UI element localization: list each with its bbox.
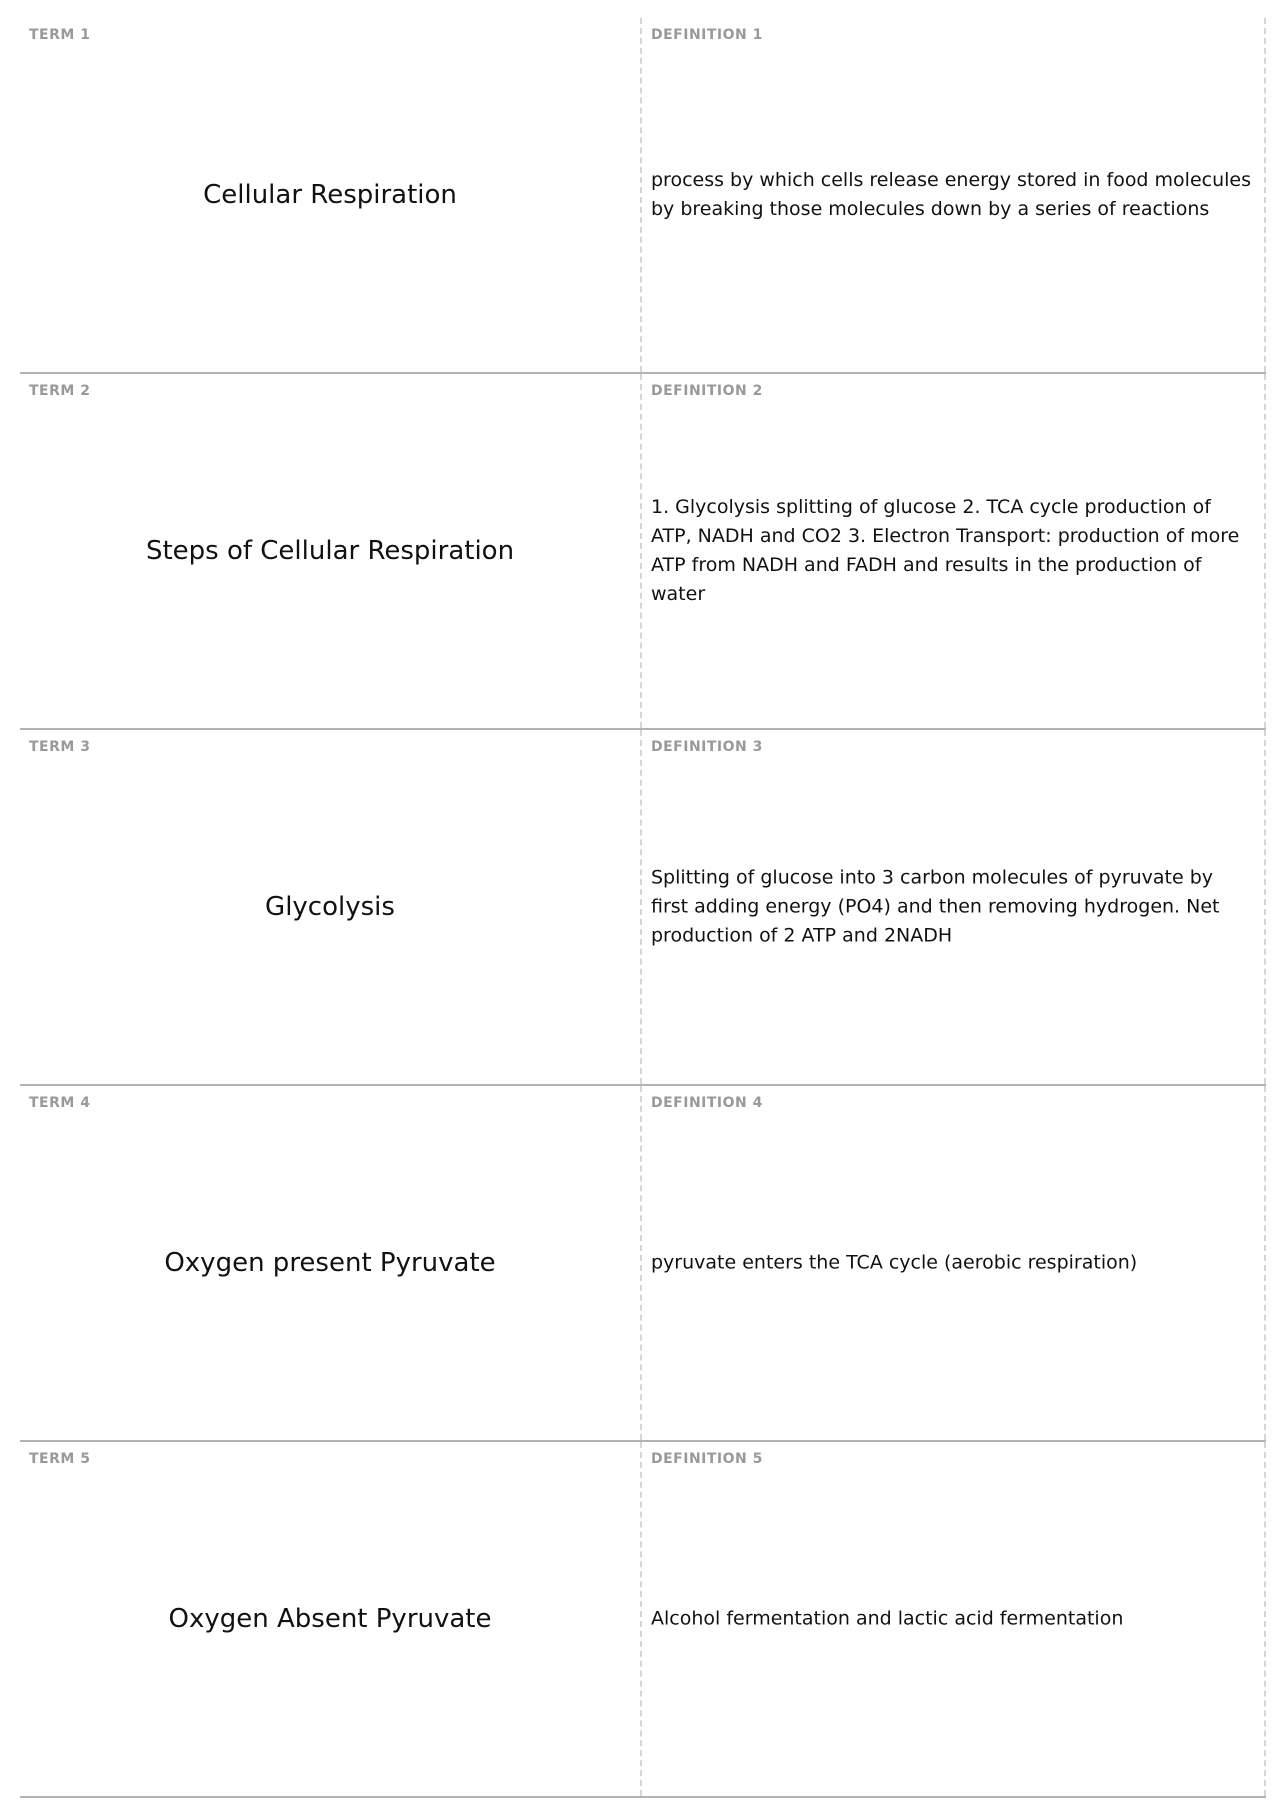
definition-cell <box>642 1086 1266 1440</box>
term-label: TERM 2 <box>29 383 91 399</box>
definition-text: Splitting of glucose into 3 carbon molecules of pyruvate by first adding energy (PO4) and then removing hydrogen. Net production of 2 ATP and 2NADH <box>651 866 1220 947</box>
term-cell <box>20 374 642 728</box>
term-label: TERM 3 <box>29 739 91 755</box>
term-text: Oxygen Absent Pyruvate <box>168 1604 492 1634</box>
definition-text: process by which cells release energy stored in food molecules by breaking those molecules down by a series of reactions <box>651 169 1251 220</box>
term-text: Steps of Cellular Respiration <box>145 536 515 566</box>
term-label: TERM 4 <box>29 1095 91 1111</box>
definition-cell <box>642 374 1266 728</box>
term-cell <box>20 1086 642 1440</box>
flashcard-row <box>20 1442 1266 1798</box>
term-label: TERM 1 <box>29 27 91 43</box>
term-text: Glycolysis <box>265 892 395 922</box>
definition-label: DEFINITION 2 <box>651 383 763 399</box>
flashcard-row <box>20 374 1266 730</box>
definition-label: DEFINITION 3 <box>651 739 763 755</box>
definition-text: pyruvate enters the TCA cycle (aerobic respiration) <box>651 1251 1138 1274</box>
flashcard-sheet <box>20 18 1266 1798</box>
definition-label: DEFINITION 1 <box>651 27 763 43</box>
term-label: TERM 5 <box>29 1451 91 1467</box>
definition-label: DEFINITION 4 <box>651 1095 763 1111</box>
definition-label: DEFINITION 5 <box>651 1451 763 1467</box>
flashcard-row <box>20 1086 1266 1442</box>
term-cell <box>20 18 642 372</box>
definition-text: Alcohol fermentation and lactic acid fermentation <box>651 1607 1124 1630</box>
definition-cell <box>642 18 1266 372</box>
flashcard-row <box>20 18 1266 374</box>
term-text: Cellular Respiration <box>203 180 457 210</box>
definition-cell <box>642 730 1266 1084</box>
flashcard-row <box>20 730 1266 1086</box>
term-text: Oxygen present Pyruvate <box>164 1248 496 1278</box>
term-cell <box>20 1442 642 1796</box>
term-cell <box>20 730 642 1084</box>
definition-cell <box>642 1442 1266 1796</box>
definition-text: 1. Glycolysis splitting of glucose 2. TCA cycle production of ATP, NADH and CO2 3. Electron Transport: production of more ATP from NADH and FADH and results in the production of water <box>651 496 1240 605</box>
